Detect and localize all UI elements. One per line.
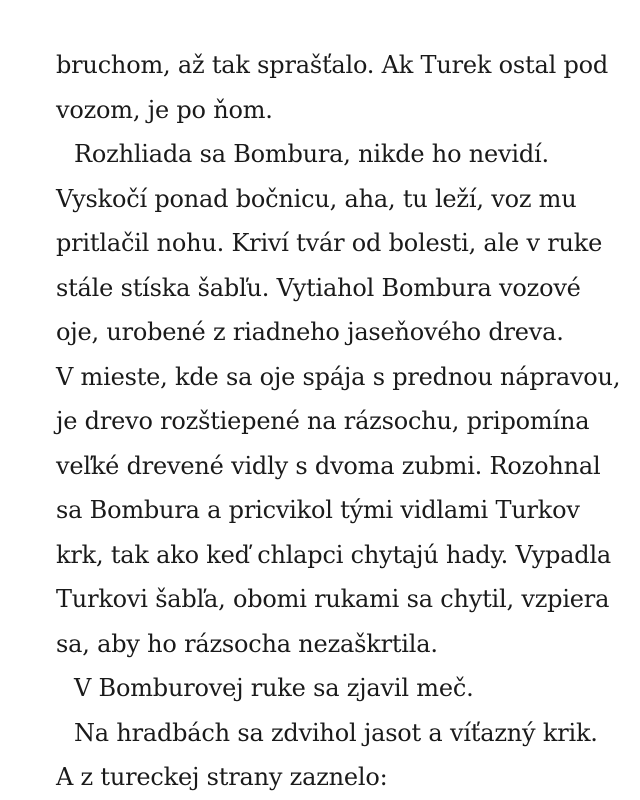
text-line: bruchom, až tak sprašťalo. Ak Turek ostal pod xyxy=(56,51,609,79)
text-line: sa Bombura a pricvikol tými vidlami Turkov xyxy=(56,496,580,524)
text-line: oje, urobené z riadneho jaseňového dreva. xyxy=(56,318,564,346)
text-line: vozom, je po ňom. xyxy=(56,95,273,124)
text-line: veľké drevené vidly s dvoma zubmi. Rozohnal xyxy=(56,451,601,480)
text-line: stále stíska šabľu. Vytiahol Bombura vozové xyxy=(56,273,581,302)
text-line: Rozhliada sa Bombura, nikde ho nevidí. xyxy=(74,140,549,168)
text-line: pritlačil nohu. Kriví tvár od bolesti, ale v ruke xyxy=(56,229,603,257)
text-line: je drevo rozštiepené na rázsochu, pripomína xyxy=(56,407,590,435)
text-line: V Bomburovej ruke sa zjavil meč. xyxy=(74,674,474,702)
page-text xyxy=(56,43,621,800)
text-line: A z tureckej strany zaznelo: xyxy=(56,763,388,791)
text-line: sa, aby ho rázsocha nezaškrtila. xyxy=(56,629,438,658)
text-line: krk, tak ako keď chlapci chytajú hady. Vypadla xyxy=(56,540,612,569)
text-line: Na hradbách sa zdvihol jasot a víťazný krik. xyxy=(74,718,598,747)
text-line: Vyskočí ponad bočnicu, aha, tu leží, voz mu xyxy=(56,184,577,213)
text-line: Turkovi šabľa, obomi rukami sa chytil, vzpiera xyxy=(56,585,610,613)
text-line: V mieste, kde sa oje spája s prednou nápravou, xyxy=(56,362,621,391)
